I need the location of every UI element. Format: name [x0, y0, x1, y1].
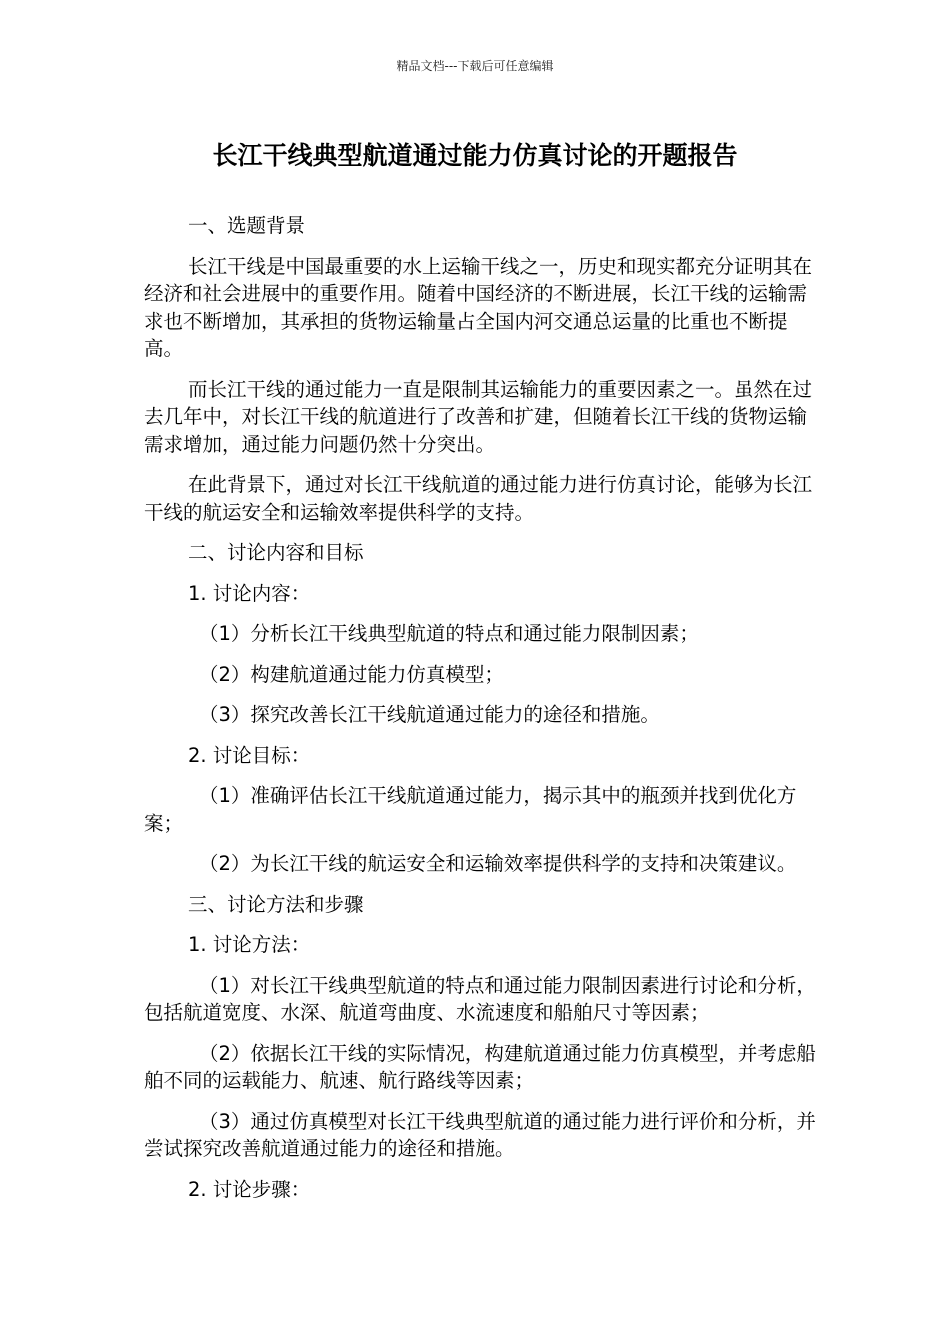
list-item: （1）分析长江干线典型航道的特点和通过能力限制因素； [199, 622, 699, 645]
list-item: （1）对长江干线典型航道的特点和通过能力限制因素进行讨论和分析，包括航道宽度、水深、航道弯曲度、水流速度和船舶尺寸等因素； [144, 973, 816, 1024]
list-item: （3）探究改善长江干线航道通过能力的途径和措施。 [199, 703, 660, 726]
section-heading-methods: 三、讨论方法和步骤 [188, 892, 364, 916]
subheading-steps: 2. 讨论步骤： [188, 1177, 311, 1201]
section-heading-content-goals: 二、讨论内容和目标 [188, 541, 364, 564]
body-paragraph: 长江干线是中国最重要的水上运输干线之一，历史和现实都充分证明其在经济和社会进展中的重要作用。随着中国经济的不断进展，长江干线的运输需求也不断增加，其承担的货物运输量占全国内河交通总运量的比重也不断提高。 [144, 254, 813, 360]
subheading-methods: 1. 讨论方法： [188, 933, 311, 956]
section-heading-background: 一、选题背景 [188, 214, 306, 237]
subheading-content: 1. 讨论内容： [188, 581, 311, 605]
header-note: 精品文档---下载后可任意编辑 [396, 59, 554, 73]
list-item: （1）准确评估长江干线航道通过能力，揭示其中的瓶颈并找到优化方案； [144, 784, 797, 835]
body-paragraph: 在此背景下，通过对长江干线航道的通过能力进行仿真讨论，能够为长江干线的航运安全和运输效率提供科学的支持。 [144, 473, 813, 524]
document-body [144, 212, 820, 1216]
document-title: 长江干线典型航道通过能力仿真讨论的开题报告 [212, 141, 738, 170]
subheading-goals: 2. 讨论目标： [188, 743, 311, 767]
list-item: （3）通过仿真模型对长江干线典型航道的通过能力进行评价和分析，并尝试探究改善航道通过能力的途径和措施。 [144, 1109, 816, 1160]
list-item: （2）构建航道通过能力仿真模型； [199, 662, 504, 686]
list-item: （2）为长江干线的航运安全和运输效率提供科学的支持和决策建议。 [199, 852, 797, 875]
list-item: （2）依据长江干线的实际情况，构建航道通过能力仿真模型，并考虑船舶不同的运载能力、航速、航行路线等因素； [144, 1041, 816, 1092]
body-paragraph: 而长江干线的通过能力一直是限制其运输能力的重要因素之一。虽然在过去几年中，对长江干线的航道进行了改善和扩建，但随着长江干线的货物运输需求增加，通过能力问题仍然十分突出。 [144, 377, 813, 456]
